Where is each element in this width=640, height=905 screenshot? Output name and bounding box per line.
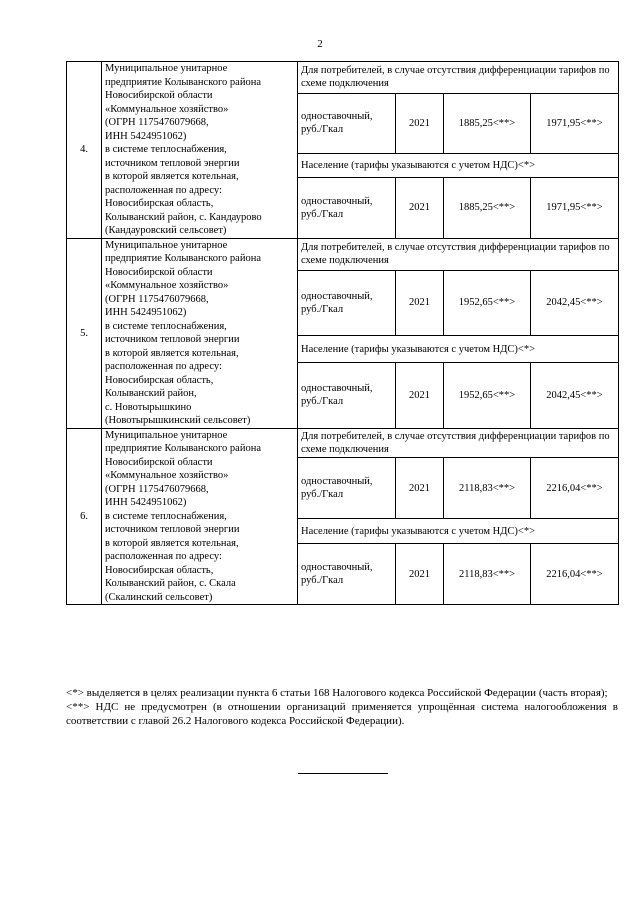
- organization-line: Муниципальное унитарное: [105, 239, 228, 251]
- organization-line: Новосибирской области: [105, 90, 213, 101]
- tariff-first-half: 1952,65<**>: [444, 362, 531, 428]
- organization-line: предприятие Колыванского района: [105, 253, 261, 264]
- organization-line: в системе теплоснабжения,: [105, 320, 227, 332]
- organization-line: Колыванский район, с. Кандаурово: [105, 211, 262, 223]
- organization-line: Колыванский район, с. Скала: [105, 578, 236, 589]
- population-group-header: Население (тарифы указываются с учетом НДС)<*>: [298, 153, 619, 177]
- closing-rule: [298, 773, 388, 774]
- organization-line: «Коммунальное хозяйство»: [105, 103, 229, 115]
- organization-line: в системе теплоснабжения,: [105, 144, 227, 155]
- consumers-group-header: Для потребителей, в случае отсутствия дифференциации тарифов по схеме подключения: [298, 62, 619, 94]
- organization-description: [102, 428, 298, 605]
- row-number: 6.: [67, 428, 102, 605]
- tariff-first-half: 2118,83<**>: [444, 458, 531, 519]
- tariff-first-half: 1952,65<**>: [444, 270, 531, 336]
- organization-line: «Коммунальное хозяйство»: [105, 470, 229, 481]
- organization-line: (ОГРН 1175476079668,: [105, 483, 209, 495]
- organization-line: в системе теплоснабжения,: [105, 510, 227, 522]
- tariff-second-half: 2042,45<**>: [531, 362, 619, 428]
- organization-line: источником тепловой энергии: [105, 157, 240, 169]
- footnotes: [66, 686, 618, 728]
- organization-line: с. Новотырышкино: [105, 401, 192, 413]
- consumers-group-header: Для потребителей, в случае отсутствия дифференциации тарифов по схеме подключения: [298, 428, 619, 458]
- organization-line: Муниципальное унитарное: [105, 63, 228, 74]
- block-1-consumers-header-row: [67, 62, 619, 94]
- tariff-year: 2021: [396, 270, 444, 336]
- organization-line: предприятие Колыванского района: [105, 443, 261, 454]
- organization-line: Новосибирская область,: [105, 198, 214, 209]
- tariff-second-half: 2216,04<**>: [531, 458, 619, 519]
- organization-line: (Скалинский сельсовет): [105, 591, 213, 603]
- row-number: 4.: [67, 62, 102, 239]
- population-group-header: Население (тарифы указываются с учетом НДС)<*>: [298, 519, 619, 544]
- organization-line: источником тепловой энергии: [105, 334, 240, 345]
- tariff-kind: одноставочный, руб./Гкал: [298, 270, 396, 336]
- organization-line: ИНН 5424951062): [105, 497, 187, 508]
- tariff-first-half: 1885,25<**>: [444, 93, 531, 153]
- consumers-group-header: Для потребителей, в случае отсутствия дифференциации тарифов по схеме подключения: [298, 238, 619, 270]
- organization-line: (ОГРН 1175476079668,: [105, 293, 209, 305]
- tariff-second-half: 1971,95<**>: [531, 178, 619, 238]
- population-group-header: Население (тарифы указываются с учетом НДС)<*>: [298, 336, 619, 363]
- organization-line: Новосибирская область,: [105, 374, 214, 386]
- organization-line: ИНН 5424951062): [105, 130, 187, 142]
- organization-line: Колыванский район,: [105, 388, 197, 399]
- page-number: 2: [317, 38, 323, 50]
- tariff-second-half: 2042,45<**>: [531, 270, 619, 336]
- organization-line: (ОГРН 1175476079668,: [105, 117, 209, 128]
- organization-line: в которой является котельная,: [105, 537, 239, 549]
- organization-line: в которой является котельная,: [105, 171, 239, 182]
- tariff-second-half: 1971,95<**>: [531, 93, 619, 153]
- organization-line: «Коммунальное хозяйство»: [105, 280, 229, 291]
- tariff-kind: одноставочный, руб./Гкал: [298, 544, 396, 605]
- organization-line: предприятие Колыванского района: [105, 76, 261, 88]
- tariff-year: 2021: [396, 544, 444, 605]
- footnote-vat-included: <*> выделяется в целях реализации пункта 6 статьи 168 Налогового кодекса Российской Федерации (часть вторая);: [66, 687, 608, 699]
- organization-line: Муниципальное унитарное: [105, 429, 228, 441]
- tariff-kind: одноставочный, руб./Гкал: [298, 178, 396, 238]
- tariff-kind: одноставочный, руб./Гкал: [298, 93, 396, 153]
- row-number: 5.: [67, 238, 102, 428]
- tariff-first-half: 1885,25<**>: [444, 178, 531, 238]
- organization-line: (Новотырышкинский сельсовет): [105, 415, 251, 426]
- organization-line: Новосибирская область,: [105, 564, 214, 576]
- block-2-consumers-header-row: [67, 238, 619, 270]
- organization-line: в которой является котельная,: [105, 347, 239, 359]
- organization-line: Новосибирской области: [105, 456, 213, 468]
- footnote-vat-not-applied: <**> НДС не предусмотрен (в отношении организаций применяется упрощённая система налогообложения в соответствии с главой 26.2 Налогового кодекса Российской Федерации).: [66, 701, 618, 727]
- organization-description: [102, 238, 298, 428]
- organization-line: расположенная по адресу:: [105, 551, 222, 562]
- tariff-table: [66, 61, 619, 605]
- tariff-year: 2021: [396, 178, 444, 238]
- organization-line: расположенная по адресу:: [105, 361, 222, 372]
- organization-description: [102, 62, 298, 239]
- organization-line: (Кандауровский сельсовет): [105, 225, 227, 236]
- tariff-year: 2021: [396, 362, 444, 428]
- organization-line: ИНН 5424951062): [105, 307, 187, 318]
- organization-line: расположенная по адресу:: [105, 184, 222, 196]
- organization-line: источником тепловой энергии: [105, 524, 240, 535]
- tariff-first-half: 2118,83<**>: [444, 544, 531, 605]
- tariff-year: 2021: [396, 458, 444, 519]
- tariff-year: 2021: [396, 93, 444, 153]
- organization-line: Новосибирской области: [105, 266, 213, 278]
- tariff-second-half: 2216,04<**>: [531, 544, 619, 605]
- tariff-kind: одноставочный, руб./Гкал: [298, 362, 396, 428]
- tariff-kind: одноставочный, руб./Гкал: [298, 458, 396, 519]
- block-3-consumers-header-row: [67, 428, 619, 458]
